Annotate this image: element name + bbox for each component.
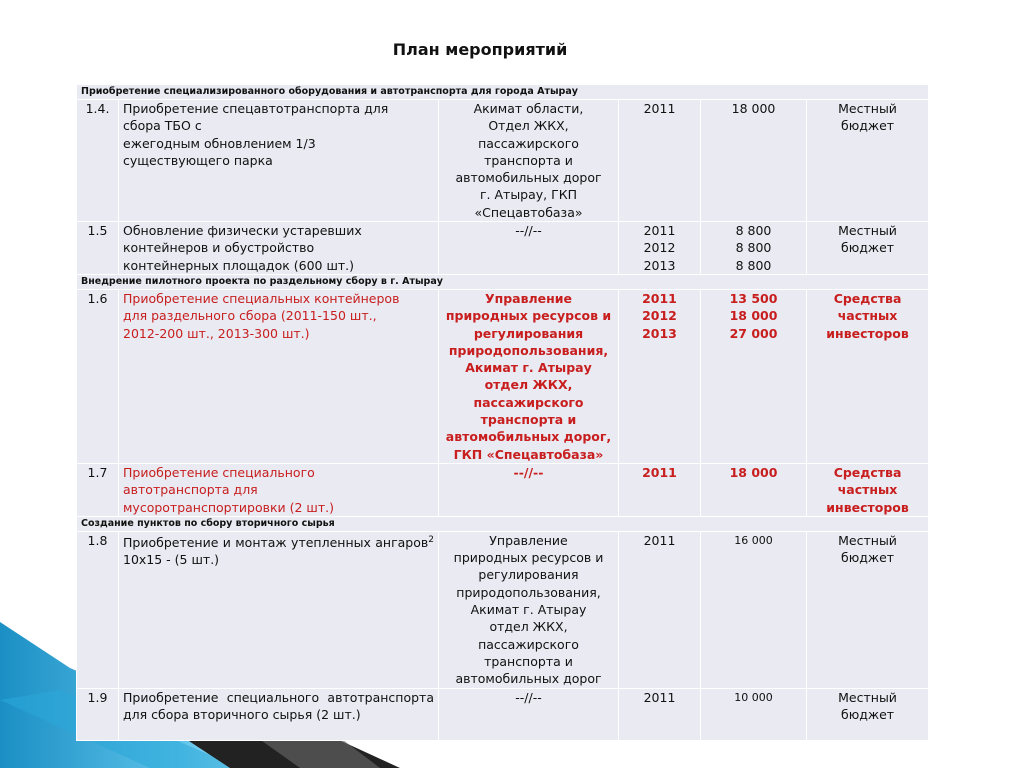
section-title: Внедрение пилотного проекта по раздельному сбору в г. Атырау xyxy=(77,274,929,289)
row-funding-source: Местный бюджет xyxy=(807,100,929,222)
row-amounts: 18 000 xyxy=(701,100,807,222)
row-number: 1.6 xyxy=(77,289,119,463)
row-number: 1.7 xyxy=(77,463,119,516)
row-description: Приобретение специальных контейнеров для раздельного сбора (2011-150 шт., 2012-200 шт., 2013-300 шт.) xyxy=(119,289,439,463)
row-number: 1.9 xyxy=(77,688,119,740)
superscript: 2 xyxy=(428,534,434,545)
row-description: Приобретение специального автотранспорта для сбора вторичного сырья (2 шт.) xyxy=(119,688,439,740)
table-row xyxy=(77,289,929,463)
section-header xyxy=(77,85,929,100)
row-responsible: Акимат области, Отдел ЖКХ, пассажирского транспорта и автомобильных дорог г. Атырау, ГКП «Спецавтобаза» xyxy=(439,100,619,222)
row-description: Приобретение специального автотранспорта для мусоротранспортировки (2 шт.) xyxy=(119,463,439,516)
section-header xyxy=(77,274,929,289)
row-responsible: --//-- xyxy=(439,463,619,516)
row-years: 2011 xyxy=(619,100,701,222)
table-row xyxy=(77,463,929,516)
row-responsible: Управление природных ресурсов и регулирования природопользования, Акимат г. Атырау отдел ЖКХ, пассажирского транспорта и автомобильных дорог, ГКП «Спецавтобаза» xyxy=(439,289,619,463)
page-title: План мероприятий xyxy=(392,40,568,59)
section-header xyxy=(77,516,929,531)
row-funding-source: Местный бюджет xyxy=(807,222,929,275)
row-number: 1.4. xyxy=(77,100,119,222)
row-years: 2011 2012 2013 xyxy=(619,222,701,275)
row-funding-source: Местный бюджет xyxy=(807,688,929,740)
row-amounts: 10 000 xyxy=(701,688,807,740)
row-years: 2011 xyxy=(619,463,701,516)
row-description-text: Приобретение и монтаж утепленных ангаров xyxy=(123,534,429,550)
table-row xyxy=(77,531,929,688)
row-amounts: 8 800 8 800 8 800 xyxy=(701,222,807,275)
row-funding-source: Средства частных инвесторов xyxy=(807,463,929,516)
row-years: 2011 2012 2013 xyxy=(619,289,701,463)
row-description-text: 10х15 - (5 шт.) xyxy=(123,552,220,568)
row-description xyxy=(119,531,439,688)
row-number: 1.5 xyxy=(77,222,119,275)
row-description: Обновление физически устаревших контейнеров и обустройство контейнерных площадок (600 шт.) xyxy=(119,222,439,275)
table-row xyxy=(77,688,929,740)
row-amounts: 18 000 xyxy=(701,463,807,516)
row-years: 2011 xyxy=(619,688,701,740)
row-years: 2011 xyxy=(619,531,701,688)
table-row xyxy=(77,222,929,275)
row-funding-source: Местный бюджет xyxy=(807,531,929,688)
row-amounts: 13 500 18 000 27 000 xyxy=(701,289,807,463)
section-title: Приобретение специализированного оборудования и автотранспорта для города Атырау xyxy=(77,85,929,100)
row-funding-source: Средства частных инвесторов xyxy=(807,289,929,463)
section-title: Создание пунктов по сбору вторичного сырья xyxy=(77,516,929,531)
row-responsible: --//-- xyxy=(439,688,619,740)
table-row xyxy=(77,100,929,222)
row-number: 1.8 xyxy=(77,531,119,688)
plan-table xyxy=(76,84,929,741)
row-responsible: Управление природных ресурсов и регулирования природопользования, Акимат г. Атырау отдел ЖКХ, пассажирского транспорта и автомобильных дорог xyxy=(439,531,619,688)
row-responsible: --//-- xyxy=(439,222,619,275)
row-description: Приобретение спецавтотранспорта для сбора ТБО с ежегодным обновлением 1/3 существующего парка xyxy=(119,100,439,222)
row-amounts: 16 000 xyxy=(701,531,807,688)
